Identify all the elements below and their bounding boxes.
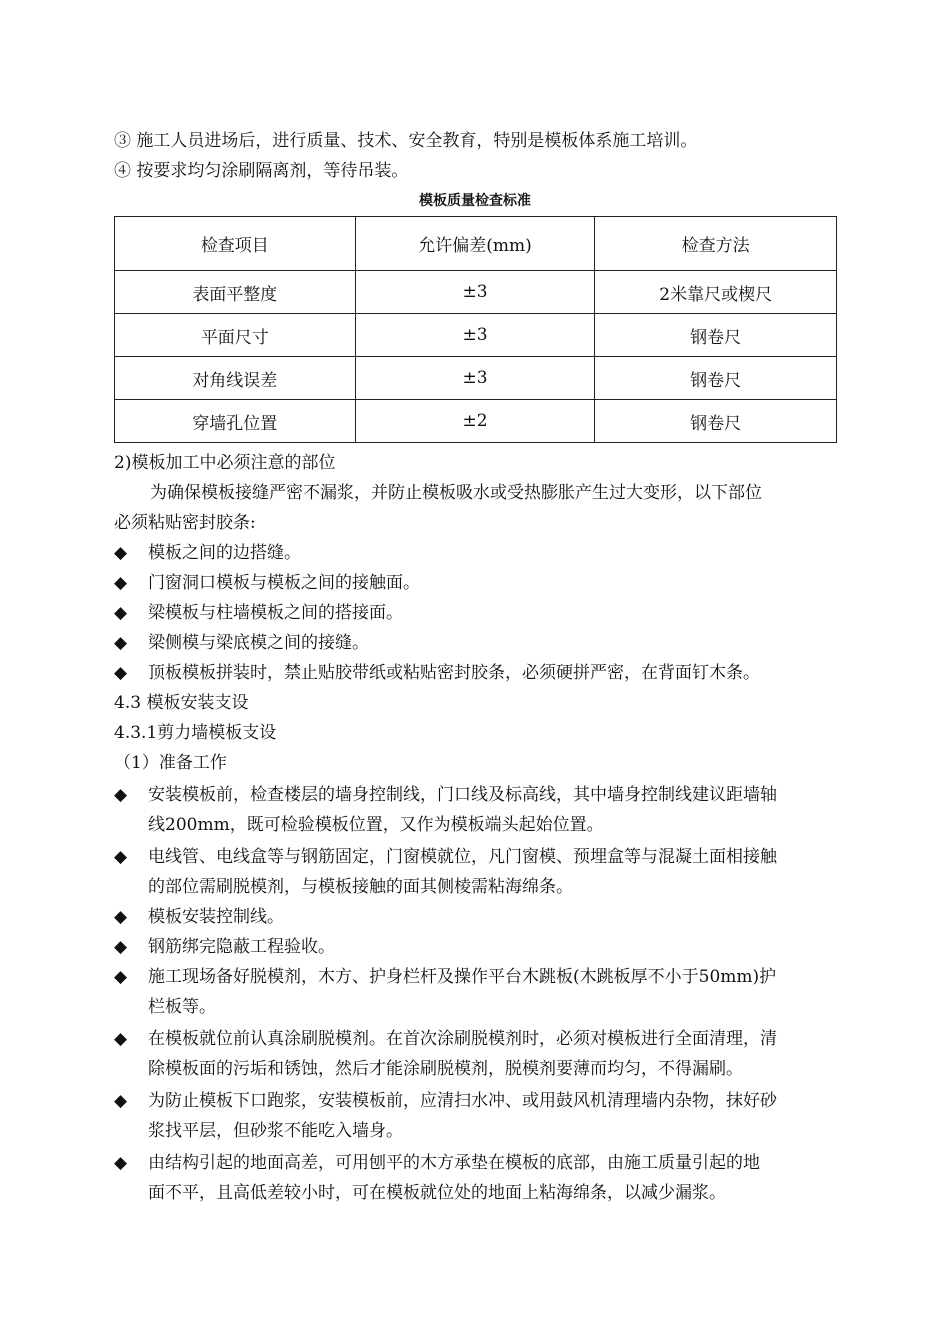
- diamond-bullet-icon: ◆: [114, 603, 128, 623]
- table-row: [115, 271, 837, 314]
- list-item-line: 除模板面的污垢和锈蚀，然后才能涂刷脱模剂，脱模剂要薄而均匀，不得漏刷。: [148, 1059, 743, 1079]
- table-header-cell: 检查方法: [595, 217, 837, 271]
- table-cell: ±2: [355, 400, 595, 443]
- list-item: 模板之间的边搭缝。: [148, 543, 301, 563]
- list-item-line: 由结构引起的地面高差，可用刨平的木方承垫在模板的底部，由施工质量引起的地: [148, 1153, 760, 1173]
- diamond-bullet-icon: ◆: [114, 847, 128, 867]
- table-row: [115, 400, 837, 443]
- table-cell: 穿墙孔位置: [115, 400, 356, 443]
- table-cell: ±3: [355, 271, 595, 314]
- list-item-line: 钢筋绑完隐蔽工程验收。: [148, 937, 335, 957]
- list-item: 门窗洞口模板与模板之间的接触面。: [148, 573, 420, 593]
- diamond-bullet-icon: ◆: [114, 663, 128, 683]
- table-cell: ±3: [355, 357, 595, 400]
- table-row: [115, 314, 837, 357]
- prep-heading: （1）准备工作: [114, 753, 227, 773]
- list-item-line: 的部位需刷脱模剂，与模板接触的面其侧棱需粘海绵条。: [148, 877, 573, 897]
- table-header-cell: 检查项目: [115, 217, 356, 271]
- diamond-bullet-icon: ◆: [114, 967, 128, 987]
- table-cell: 对角线误差: [115, 357, 356, 400]
- table-cell: 表面平整度: [115, 271, 356, 314]
- table-cell: 钢卷尺: [595, 400, 837, 443]
- table-header-row: [115, 217, 837, 271]
- intro-line-3: ③ 施工人员进场后，进行质量、技术、安全教育，特别是模板体系施工培训。: [114, 131, 698, 151]
- list-item: 梁模板与柱墙模板之间的搭接面。: [148, 603, 403, 623]
- list-item-line: 安装模板前，检查楼层的墙身控制线，门口线及标高线，其中墙身控制线建议距墙轴: [148, 785, 777, 805]
- diamond-bullet-icon: ◆: [114, 573, 128, 593]
- list-item-line: 栏板等。: [148, 997, 216, 1017]
- list-item-line: 为防止模板下口跑浆，安装模板前，应清扫水冲、或用鼓风机清理墙内杂物，抹好砂: [148, 1091, 777, 1111]
- diamond-bullet-icon: ◆: [114, 937, 128, 957]
- sub-heading: 4.3.1剪力墙模板支设: [114, 723, 277, 743]
- list-item-line: 在模板就位前认真涂刷脱模剂。在首次涂刷脱模剂时，必须对模板进行全面清理，清: [148, 1029, 777, 1049]
- list-item: 梁侧模与梁底模之间的接缝。: [148, 633, 369, 653]
- list-item-line: 面不平，且高低差较小时，可在模板就位处的地面上粘海绵条，以减少漏浆。: [148, 1183, 726, 1203]
- table-caption: 模板质量检查标准: [419, 193, 531, 209]
- list-item-line: 电线管、电线盒等与钢筋固定，门窗模就位，凡门窗模、预埋盒等与混凝土面相接触: [148, 847, 777, 867]
- diamond-bullet-icon: ◆: [114, 543, 128, 563]
- table-cell: 钢卷尺: [595, 314, 837, 357]
- table-row: [115, 357, 837, 400]
- table-cell: 平面尺寸: [115, 314, 356, 357]
- paragraph-line: 为确保模板接缝严密不漏浆，并防止模板吸水或受热膨胀产生过大变形，以下部位: [150, 483, 762, 503]
- list-item-line: 线200mm，既可检验模板位置，又作为模板端头起始位置。: [148, 815, 604, 835]
- table-header-cell: 允许偏差(mm): [355, 217, 595, 271]
- diamond-bullet-icon: ◆: [114, 633, 128, 653]
- diamond-bullet-icon: ◆: [114, 1029, 128, 1049]
- intro-line-4: ④ 按要求均匀涂刷隔离剂，等待吊装。: [114, 161, 409, 181]
- table-cell: 钢卷尺: [595, 357, 837, 400]
- section-heading: 2)模板加工中必须注意的部位: [114, 453, 336, 473]
- diamond-bullet-icon: ◆: [114, 1153, 128, 1173]
- diamond-bullet-icon: ◆: [114, 1091, 128, 1111]
- list-item: 顶板模板拼装时，禁止贴胶带纸或粘贴密封胶条，必须硬拼严密，在背面钉木条。: [148, 663, 760, 683]
- table-cell: ±3: [355, 314, 595, 357]
- table-cell: 2米靠尺或楔尺: [595, 271, 837, 314]
- section-heading: 4.3 模板安装支设: [114, 693, 249, 713]
- paragraph-line: 必须粘贴密封胶条:: [114, 513, 256, 533]
- quality-standard-table: [114, 216, 837, 443]
- diamond-bullet-icon: ◆: [114, 785, 128, 805]
- list-item-line: 施工现场备好脱模剂，木方、护身栏杆及操作平台木跳板(木跳板厚不小于50mm)护: [148, 967, 777, 987]
- diamond-bullet-icon: ◆: [114, 907, 128, 927]
- list-item-line: 浆找平层，但砂浆不能吃入墙身。: [148, 1121, 403, 1141]
- list-item-line: 模板安装控制线。: [148, 907, 284, 927]
